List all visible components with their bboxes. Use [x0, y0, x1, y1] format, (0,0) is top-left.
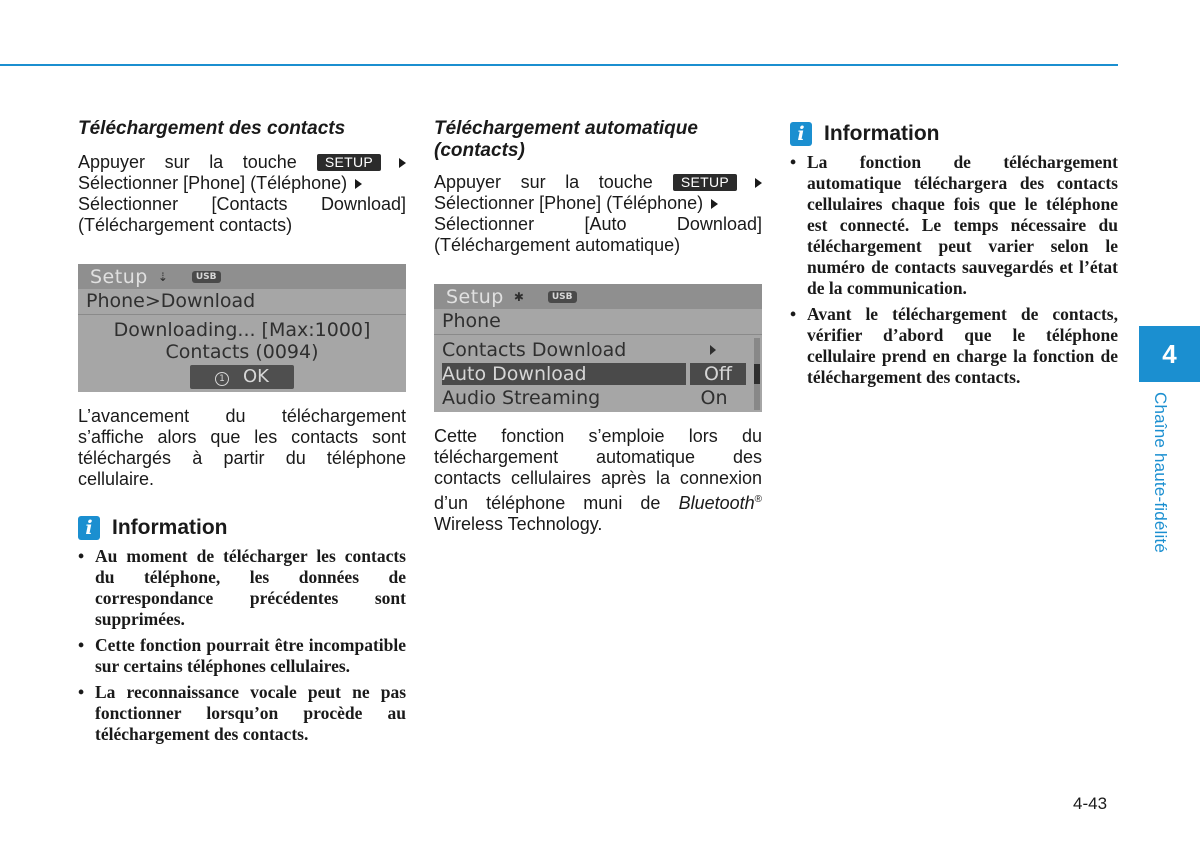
chapter-title: Chaîne haute-fidélité — [1151, 392, 1170, 554]
screen-path: Phone — [434, 309, 762, 335]
chevron-right-icon — [710, 345, 716, 355]
info-bullets — [78, 546, 406, 745]
info-title: Information — [112, 516, 228, 539]
list-item: • La fonction de téléchargement automatique téléchargera des contacts cellulaires chaque fois que le téléphone est connecté. Le temps nécessaire du téléchargement peut varier selon le numéro de contacts sauvegardés et l’état de la communication. — [790, 152, 1118, 299]
screen-title: Setup — [446, 285, 504, 308]
info-header — [790, 122, 1118, 146]
step-note: (Téléchargement automatique) — [434, 235, 681, 255]
screen-title: Setup — [90, 265, 148, 288]
step-select-contacts-download: Sélectionner [Contacts Download] — [78, 194, 406, 214]
progress-paragraph: L’avancement du téléchargement s’affiche alors que les contacts sont téléchargés à partir du téléphone cellulaire. — [78, 406, 406, 489]
arrow-icon — [755, 178, 762, 188]
auto-download-paragraph: Cette fonction s’emploie lors du téléchargement automatique des contacts cellulaires après la connexion d’un téléphone muni de Bluetooth® Wireless Technology. — [434, 426, 762, 534]
list-item: • Avant le téléchargement de contacts, vérifier d’abord que le téléphone cellulaire prend en charge la fonction de téléchargement des contacts. — [790, 304, 1118, 388]
info-header — [78, 516, 406, 540]
ok-button[interactable]: 1 OK — [190, 365, 294, 389]
list-item: • La reconnaissance vocale peut ne pas fonctionner lorsqu’on procède au téléchargement des contacts. — [78, 682, 406, 745]
column-contacts-download — [78, 118, 406, 750]
step-note: (Téléchargement contacts) — [78, 215, 293, 235]
arrow-icon — [355, 179, 362, 189]
auto-download-value: Off — [690, 363, 746, 385]
menu-item-auto-download[interactable]: Auto Download Off — [434, 362, 762, 386]
step-select-phone: Sélectionner [Phone] (Téléphone) — [78, 173, 406, 194]
scroll-thumb[interactable] — [754, 364, 760, 384]
info-icon: i — [78, 516, 100, 540]
button-number-icon: 1 — [215, 372, 229, 386]
screen-path: Phone>Download — [78, 289, 406, 315]
setup-key-label: SETUP — [317, 154, 381, 171]
setup-key-label: SETUP — [673, 174, 737, 191]
screen-header — [78, 264, 406, 289]
arrow-icon — [711, 199, 718, 209]
section-heading: Téléchargement des contacts — [78, 118, 346, 139]
top-rule — [0, 64, 1118, 66]
usb-icon: USB — [192, 271, 221, 283]
column-information — [790, 118, 1118, 393]
menu-item-contacts-download[interactable]: Contacts Download — [434, 338, 762, 362]
bluetooth-term: Bluetooth — [678, 493, 755, 513]
download-status: Downloading... [Max:1000] — [113, 319, 371, 341]
arrow-icon — [399, 158, 406, 168]
step-press-setup: Appuyer sur la touche SETUP — [434, 172, 762, 193]
step-select-phone: Sélectionner [Phone] (Téléphone) — [434, 193, 762, 214]
info-bullets — [790, 152, 1118, 388]
contacts-count: Contacts (0094) — [165, 341, 319, 363]
list-item: • Au moment de télécharger les contacts du téléphone, les données de correspondance précédentes sont supprimées. — [78, 546, 406, 630]
menu-item-audio-streaming[interactable]: Audio Streaming On — [434, 386, 762, 410]
screen-downloading — [78, 264, 406, 392]
info-icon: i — [790, 122, 812, 146]
screen-header — [434, 284, 762, 309]
info-title: Information — [824, 122, 940, 145]
list-item: • Cette fonction pourrait être incompatible sur certains téléphones cellulaires. — [78, 635, 406, 677]
column-auto-download — [434, 118, 762, 535]
screen-phone-menu — [434, 284, 762, 412]
section-heading: Téléchargement automatique (contacts) — [434, 118, 698, 161]
chapter-tab: 4 — [1139, 326, 1200, 382]
bluetooth-icon: ✱ — [513, 289, 524, 304]
audio-streaming-value: On — [700, 387, 728, 409]
download-icon: ⇣ — [157, 269, 168, 284]
usb-icon: USB — [548, 291, 577, 303]
scrollbar[interactable] — [754, 338, 760, 410]
step-select-auto-download: Sélectionner [Auto Download] — [434, 214, 762, 234]
step-press-setup: Appuyer sur la touche SETUP — [78, 152, 406, 173]
page-number: 4-43 — [1073, 794, 1108, 813]
